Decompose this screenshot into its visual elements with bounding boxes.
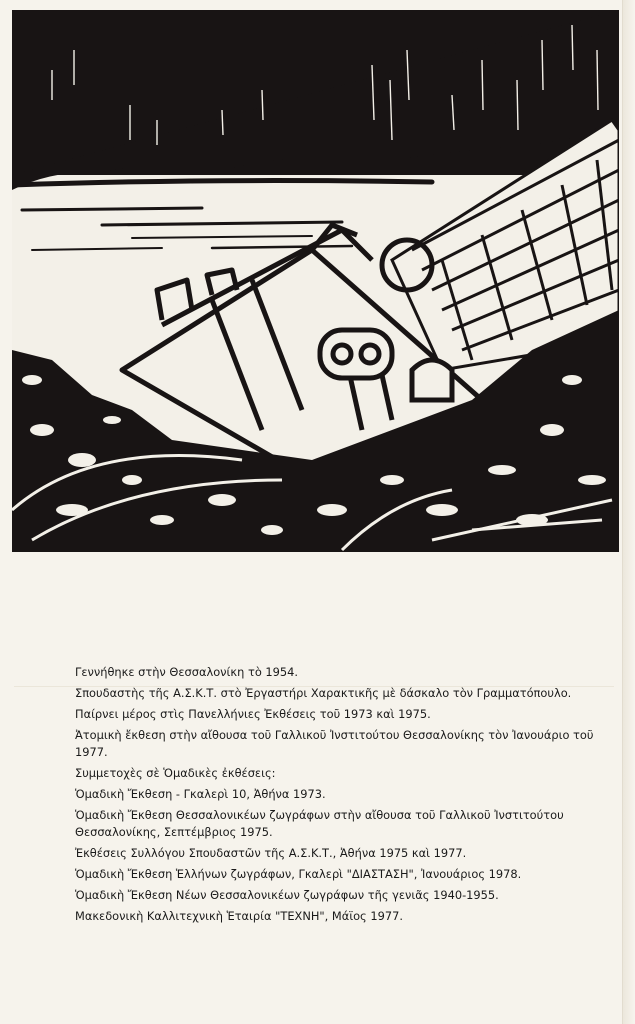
bio-line: Παίρνει μέρος στὶς Πανελλήνιες Ἐκθέσεις τοῦ 1973 καὶ 1975. (75, 707, 431, 721)
bio-line: Ἀτομικὴ ἔκθεση στὴν αἴθουσα τοῦ Γαλλικοῦ Ἰνστιτούτου Θεσσαλονίκης τὸν Ἰανουάριο τοῦ 1977. (75, 728, 594, 759)
linocut-artwork (12, 10, 619, 552)
bio-line: Μακεδονικὴ Καλλιτεχνικὴ Ἑταιρία "ΤΕΧΝΗ", Μάϊος 1977. (75, 909, 403, 923)
artist-biography (75, 664, 595, 929)
bio-line: Ὁμαδικὴ Ἔκθεση Θεσσαλονικέων ζωγράφων στὴν αἴθουσα τοῦ Γαλλικοῦ Ἰνστιτούτου Θεσσαλονίκης, Σεπτέμβριος 1975. (75, 808, 564, 839)
bio-line: Σπουδαστὴς τῆς Α.Σ.Κ.Τ. στὸ Ἐργαστήρι Χαρακτικῆς μὲ δάσκαλο τὸν Γραμματόπουλο. (75, 686, 572, 700)
bio-line: Ὁμαδικὴ Ἔκθεση - Γκαλερὶ 10, Ἀθήνα 1973. (75, 787, 326, 801)
bio-line: Ἐκθέσεις Συλλόγου Σπουδαστῶν τῆς Α.Σ.Κ.Τ., Ἀθήνα 1975 καὶ 1977. (75, 846, 467, 860)
bio-line: Συμμετοχὲς σὲ Ὁμαδικὲς ἐκθέσεις: (75, 766, 276, 780)
bio-line: Ὁμαδικὴ Ἔκθεση Νέων Θεσσαλονικέων ζωγράφων τῆς γενιᾶς 1940-1955. (75, 888, 499, 902)
bio-line: Γεννήθηκε στὴν Θεσσαλονίκη τὸ 1954. (75, 665, 299, 679)
page-edge (622, 0, 635, 1024)
bio-line: Ὁμαδικὴ Ἔκθεση Ἑλλήνων ζωγράφων, Γκαλερὶ "ΔΙΑΣΤΑΣΗ", Ἰανουάριος 1978. (75, 867, 522, 881)
